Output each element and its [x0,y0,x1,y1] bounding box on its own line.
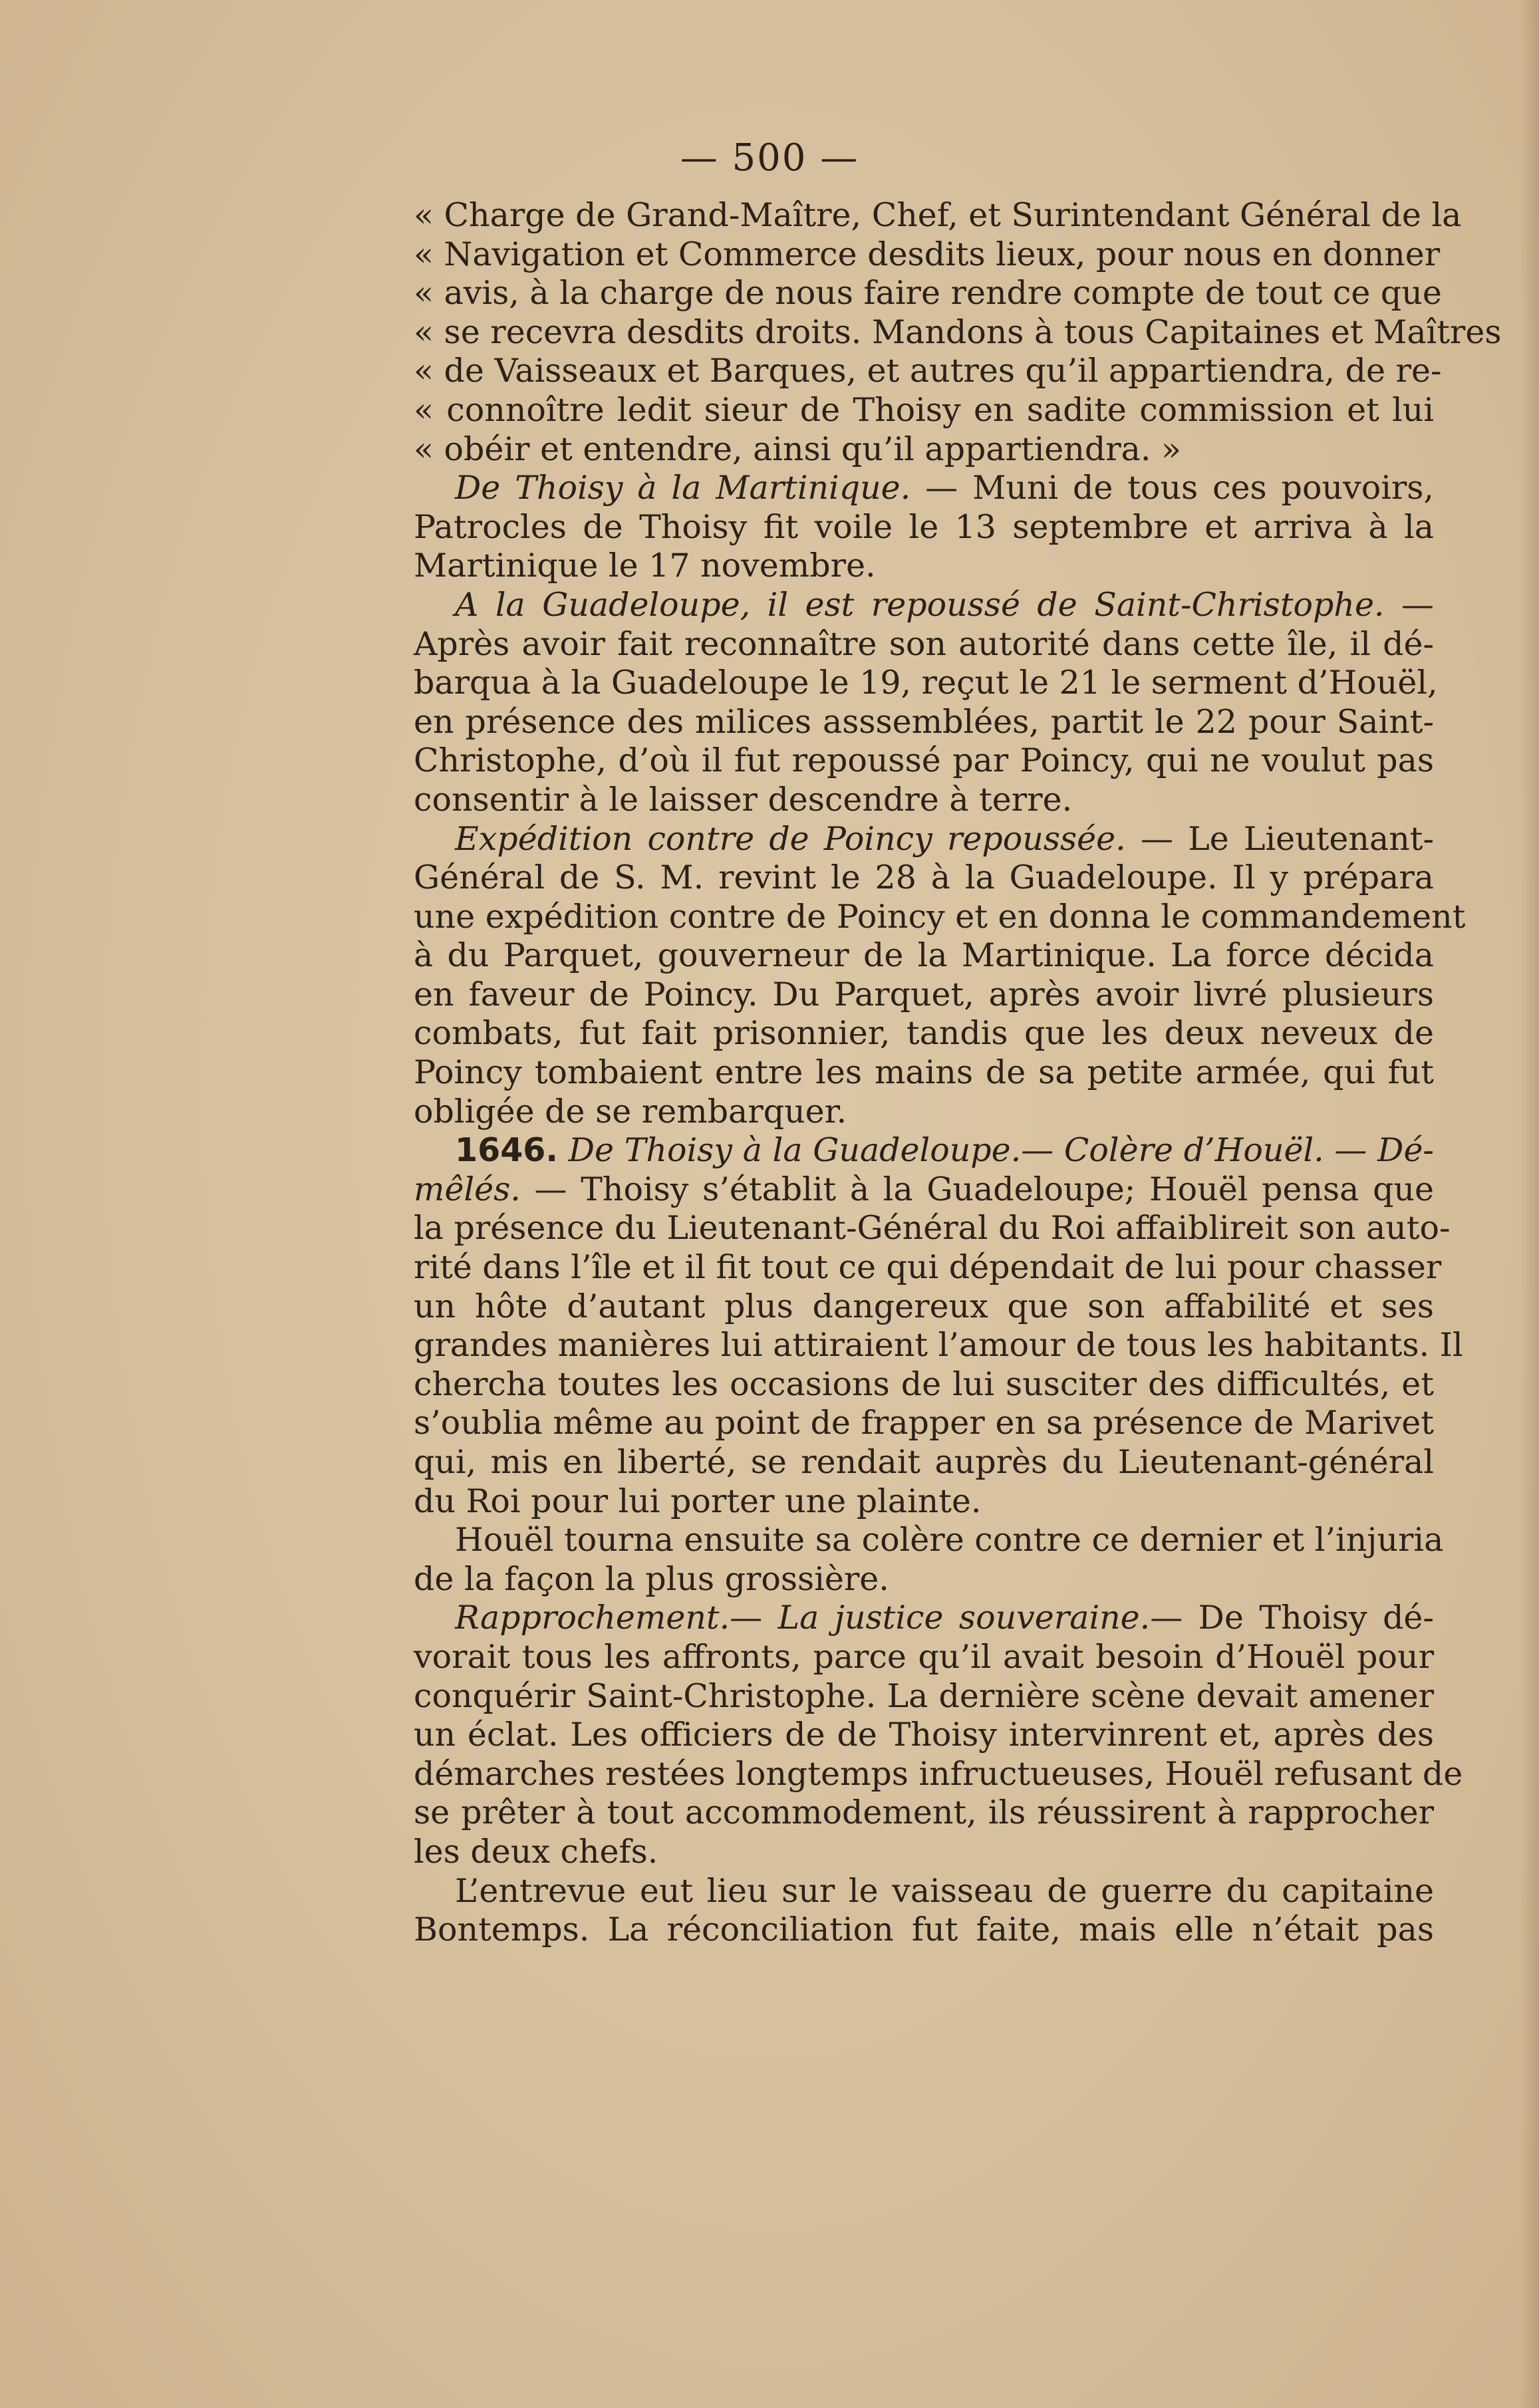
text-line [414,664,1438,703]
text-run: un éclat. Les officiers de de Thoisy intervinrent et, après des [414,1716,1434,1754]
text-line [414,1911,1434,1950]
text-run: à du Parquet, gouverneur de la Martinique. La force décida [414,936,1434,975]
text-line [414,1131,1434,1170]
text-line [414,508,1434,547]
text-run: obligée de se rembarquer. [414,1092,847,1131]
text-line [414,469,1434,508]
text-line [414,820,1434,859]
text-line [414,430,1434,469]
text-run: — [1384,585,1434,624]
text-line [414,703,1434,742]
text-run: conquérir Saint-Christophe. La dernière scène devait amener [414,1676,1434,1715]
text-line [414,1170,1434,1210]
text-line [414,1638,1434,1677]
text-run: se prêter à tout accommodement, ils réussirent à rapprocher [414,1794,1434,1832]
text-run: une expédition contre de Poincy et en donna le commandement [414,897,1466,936]
text-run: chercha toutes les occasions de lui susciter des difficultés, et [414,1365,1434,1403]
text-run: — De Thoisy dé- [1150,1599,1434,1637]
italic-heading-text: Expédition contre de Poincy repoussée. [455,819,1126,858]
text-run: de la façon la plus grossière. [414,1559,889,1598]
text-run: « Navigation et Commerce desdits lieux, pour nous en donner [414,235,1441,273]
text-line [414,352,1442,391]
text-run: L’entrevue eut lieu sur le vaisseau de guerre du capitaine [455,1871,1434,1910]
text-line [414,196,1462,235]
text-line [414,1326,1463,1365]
text-line [414,936,1434,976]
text-run: « de Vaisseaux et Barques, et autres qu’il appartiendra, de re- [414,352,1442,390]
text-line [414,897,1466,937]
text-run: qui, mis en liberté, se rendait auprès du Lieutenant-général [414,1443,1434,1481]
text-line [414,1209,1451,1248]
text-run: démarches restées longtemps infructueuses, Houël refusant de [414,1754,1463,1793]
text-line [414,235,1441,275]
text-run: combats, fut fait prisonnier, tandis que les deux neveux de [414,1014,1434,1053]
text-run: consentir à le laisser descendre à terre. [414,780,1073,819]
text-run: — Thoisy s’établit à la Guadeloupe; Houël pensa que [520,1170,1434,1208]
text-line [414,741,1434,781]
text-run: « obéir et entendre, ainsi qu’il appartiendra. » [414,430,1181,468]
text-line [414,625,1434,664]
text-line [414,1287,1434,1327]
text-run: Christophe, d’où il fut repoussé par Poincy, qui ne voulut pas [414,741,1434,780]
italic-heading-text: mêlés. [414,1170,521,1208]
text-line [414,1404,1434,1443]
text-line [414,1443,1434,1482]
page-edge-shadow [1520,0,1539,2408]
text-line [414,1248,1442,1287]
text-run: « Charge de Grand-Maître, Chef, et Surintendant Général de la [414,196,1462,234]
text-line [414,1677,1434,1716]
text-run: Après avoir fait reconnaître son autorité dans cette île, il dé- [414,624,1434,663]
text-line [414,547,1434,586]
text-line [414,274,1442,313]
text-line [414,1365,1434,1405]
italic-heading-text: Rapprochement.— La justice souveraine. [455,1599,1151,1637]
text-run: en faveur de Poincy. Du Parquet, après avoir livré plusieurs [414,975,1434,1013]
text-run: — Le Lieutenant- [1125,819,1435,858]
text-line [414,1521,1444,1560]
text-line [414,1053,1434,1093]
text-line [414,1599,1434,1638]
body-text [414,196,1502,1950]
text-run: « avis, à la charge de nous faire rendre compte de tout ce que [414,274,1442,313]
text-line [414,1482,1434,1522]
text-line [414,859,1434,898]
text-run: « se recevra desdits droits. Mandons à tous Capitaines et Maîtres [414,313,1502,351]
italic-heading-text: De Thoisy à la Guadeloupe.— Colère d’Houël. — Dé- [568,1131,1434,1170]
text-run: rité dans l’île et il fit tout ce qui dépendait de lui pour chasser [414,1248,1442,1287]
italic-heading-text: A la Guadeloupe, il est repoussé de Saint-Christophe. [455,585,1385,624]
text-run: vorait tous les affronts, parce qu’il avait besoin d’Houël pour [414,1637,1434,1676]
text-run: Houël tourna ensuite sa colère contre ce dernier et l’injuria [455,1521,1444,1559]
text-run: Bontemps. La réconciliation fut faite, mais elle n’était pas [414,1911,1434,1949]
text-run: les deux chefs. [414,1832,658,1871]
text-line [414,1560,1434,1599]
text-run: la présence du Lieutenant-Général du Roi affaiblireit son auto- [414,1209,1451,1248]
text-line [414,781,1434,820]
text-run: Patrocles de Thoisy fit voile le 13 septembre et arriva à la [414,507,1434,546]
text-line [414,1716,1434,1755]
text-run: en présence des milices asssemblées, partit le 22 pour Saint- [414,702,1434,741]
text-run: Général de S. M. revint le 28 à la Guadeloupe. Il y prépara [414,859,1434,897]
text-line [414,1014,1434,1053]
text-line [414,1093,1434,1132]
text-run: grandes manières lui attiraient l’amour de tous les habitants. Il [414,1326,1463,1365]
text-line [414,313,1502,352]
text-run: — Muni de tous ces pouvoirs, [910,469,1435,507]
text-line [414,391,1434,430]
text-run: Martinique le 17 novembre. [414,547,876,585]
text-line [414,586,1434,625]
italic-heading-text: De Thoisy à la Martinique. [455,469,911,507]
text-line [414,1872,1434,1911]
text-run: Poincy tombaient entre les mains de sa petite armée, qui fut [414,1053,1434,1092]
page-number: — 500 — [680,136,859,180]
text-run: s’oublia même au point de frapper en sa présence de Marivet [414,1404,1434,1442]
text-line [414,1754,1463,1794]
year-heading: 1646. [455,1131,558,1170]
text-line [414,1794,1434,1833]
text-run: « connoître ledit sieur de Thoisy en sadite commission et lui [414,390,1434,429]
text-line [414,976,1434,1015]
text-line [414,1833,1434,1872]
text-run: du Roi pour lui porter une plainte. [414,1482,982,1520]
text-run: barqua à la Guadeloupe le 19, reçut le 21 le serment d’Houël, [414,664,1438,702]
text-run: un hôte d’autant plus dangereux que son affabilité et ses [414,1287,1434,1325]
text-run [558,1131,569,1169]
